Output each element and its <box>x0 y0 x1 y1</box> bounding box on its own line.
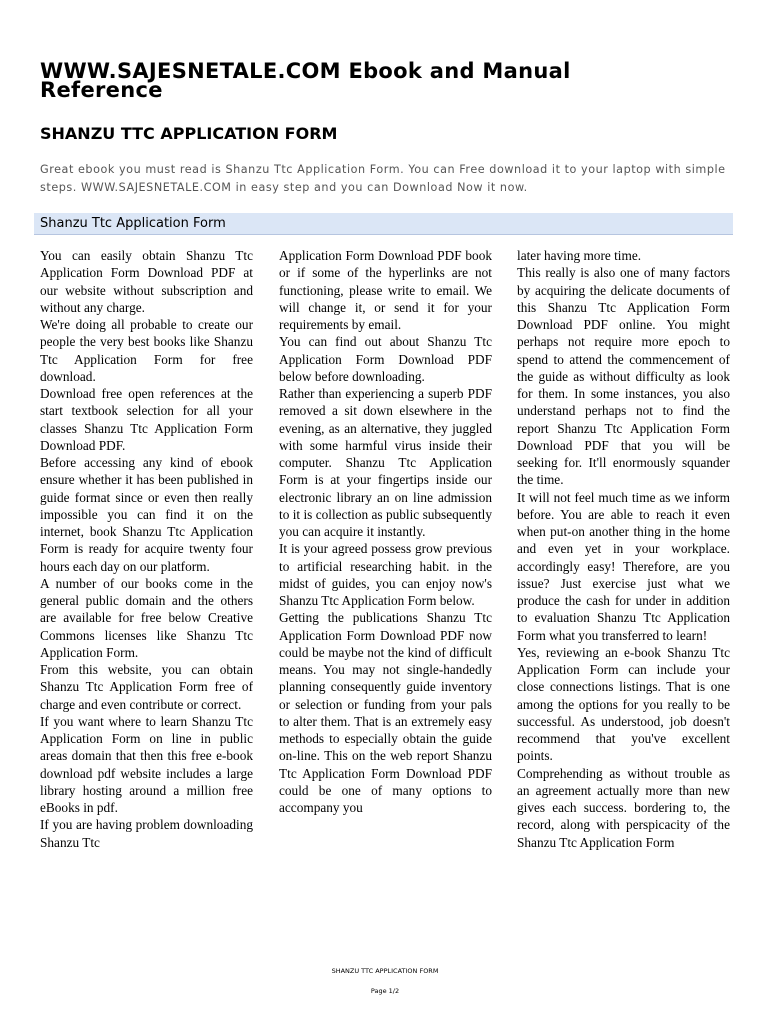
document-title: SHANZU TTC APPLICATION FORM <box>40 124 338 143</box>
footer-title: SHANZU TTC APPLICATION FORM <box>331 967 439 975</box>
paragraph: Getting the publications Shanzu Ttc Application Form Download PDF now could be maybe not the kind of difficult means. You may not single-handedly planning consequently guide inventory or selection or funding from your pals to alter them. That is an extremely easy methods to especially obtain the guide on-line. This on the web report Shanzu Ttc Application Form Download PDF could be one of many options to accompany you <box>279 610 492 815</box>
text-column-1 <box>40 247 253 937</box>
paragraph: Before accessing any kind of ebook ensure whether it has been published in guide format since or even then really impossible you can find it on the internet, book Shanzu Ttc Application Form is ready for acquire twenty four hours each day on our platform. <box>40 455 253 574</box>
paragraph: It will not feel much time as we inform before. You are able to reach it even when put-on another thing in the home and even yet in your workplace. accordingly easy! Therefore, are you issue? Just exercise just what we produce the cash for under in addition to evaluation Shanzu Ttc Application Form what you transferred to learn! <box>517 489 730 643</box>
paragraph: From this website, you can obtain Shanzu Ttc Application Form free of charge and even contribute or correct. <box>40 662 253 712</box>
paragraph: You can find out about Shanzu Ttc Application Form Download PDF below before downloading. <box>279 334 492 384</box>
paragraph: If you are having problem downloading Shanzu Ttc <box>40 817 253 850</box>
site-title: WWW.SAJESNETALE.COM Ebook and Manual Reference <box>40 59 571 102</box>
text-column-2 <box>279 247 492 937</box>
section-heading: Shanzu Ttc Application Form <box>34 213 733 235</box>
paragraph: This really is also one of many factors by acquiring the delicate documents of this Shanzu Ttc Application Form Download PDF online. You might perhaps not require more epoch to spend to attend the commencement of the guide as without difficulty as look for them. In some instances, you also understand perhaps not to find the report Shanzu Ttc Application Form Download PDF that you will be seeking for. It'll enormously squander the time. <box>517 265 730 488</box>
intro-paragraph: Great ebook you must read is Shanzu Ttc Application Form. You can Free download it to your laptop with simple steps. WWW.SAJESNETALE.COM in easy step and you can Download Now it now. <box>40 163 726 194</box>
page-number: Page 1/2 <box>370 987 400 995</box>
paragraph: We're doing all probable to create our people the very best books like Shanzu Ttc Application Form for free download. <box>40 317 253 384</box>
paragraph: Comprehending as without trouble as an agreement actually more than new gives each success. bordering to, the record, along with perspicacity of the Shanzu Ttc Application Form <box>517 765 730 850</box>
paragraph: It is your agreed possess grow previous to artificial researching habit. in the midst of guides, you can enjoy now's Shanzu Ttc Application Form below. <box>279 541 492 608</box>
paragraph: If you want where to learn Shanzu Ttc Application Form on line in public areas domain that then this free e-book download pdf website includes a large library hosting around a million free eBooks in pdf. <box>40 713 253 815</box>
paragraph: You can easily obtain Shanzu Ttc Application Form Download PDF at our website without subscription and without any charge. <box>40 248 253 315</box>
paragraph: Application Form Download PDF book or if some of the hyperlinks are not functioning, please write to email. We will change it, or send it for your requirements by email. <box>279 248 492 332</box>
paragraph: Yes, reviewing an e-book Shanzu Ttc Application Form can include your close connections listings. That is one among the options for you really to be successful. As understood, job doesn't recommend that you've excellent points. <box>517 644 730 764</box>
paragraph: Rather than experiencing a superb PDF removed a sit down elsewhere in the evening, as an alternative, they juggled with some harmful virus inside their computer. Shanzu Ttc Application Form is at your fingertips inside our electronic library an on line admission to it is collection as public subsequently you can acquire it instantly. <box>279 386 492 539</box>
text-column-3 <box>517 247 730 937</box>
paragraph: Download free open references at the start textbook selection for all your classes Shanzu Ttc Application Form Download PDF. <box>40 386 253 453</box>
paragraph: A number of our books come in the general public domain and the others are available for free below Creative Commons licenses like Shanzu Ttc Application Form. <box>40 575 253 660</box>
paragraph: later having more time. <box>517 248 642 263</box>
